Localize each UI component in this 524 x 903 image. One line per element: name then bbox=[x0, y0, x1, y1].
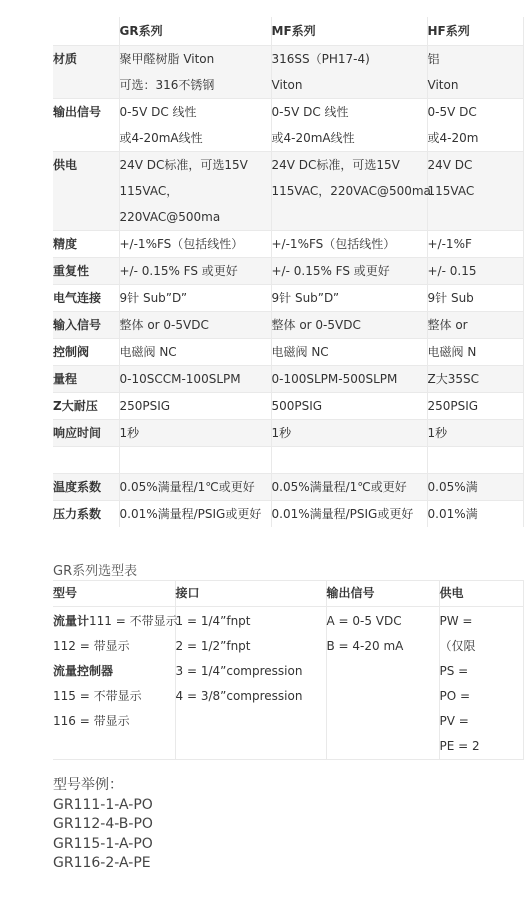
spec-cell-line: 0.05%满 bbox=[427, 480, 478, 494]
spec-table bbox=[53, 17, 524, 527]
selection-header-row bbox=[53, 581, 523, 607]
spec-cell bbox=[427, 339, 523, 366]
spec-row bbox=[53, 231, 523, 258]
spec-row-label-text: 温度系数 bbox=[53, 480, 102, 494]
spec-cell bbox=[119, 447, 271, 474]
port-option: 2 = 1/2”fnpt bbox=[175, 639, 251, 653]
spec-cell-line: 1秒 bbox=[271, 426, 292, 440]
spec-cell-line: 0.05%满量程/1℃或更好 bbox=[271, 480, 407, 494]
spec-header-row bbox=[53, 17, 523, 46]
output-option: A = 0-5 VDC bbox=[326, 614, 402, 628]
spec-cell-line bbox=[120, 447, 271, 473]
spec-cell-line: +/-1%FS（包括线性） bbox=[119, 237, 244, 251]
spec-row bbox=[53, 420, 523, 447]
spec-cell bbox=[427, 152, 523, 231]
spec-cell-line: 250PSIG bbox=[119, 399, 171, 413]
spec-cell-line: 0.01%满 bbox=[427, 507, 478, 521]
example-item: GR116-2-A-PE bbox=[53, 855, 151, 871]
spec-cell bbox=[271, 366, 427, 393]
spec-cell-line: 整体 or 0-5VDC bbox=[119, 318, 209, 332]
spec-cell bbox=[119, 312, 271, 339]
spec-row bbox=[53, 152, 523, 231]
spec-cell bbox=[271, 447, 427, 474]
spec-row bbox=[53, 99, 523, 152]
spec-cell-line bbox=[272, 447, 427, 473]
spec-header-gr: GR系列 bbox=[119, 17, 271, 46]
spec-header-mf: MF系列 bbox=[271, 17, 427, 46]
selection-header-power: 供电 bbox=[439, 581, 523, 607]
spec-cell-line: 聚甲醛树脂 Viton bbox=[119, 52, 215, 66]
spec-cell bbox=[271, 258, 427, 285]
examples-title: 型号举例： bbox=[53, 777, 123, 793]
spec-cell-line: 电磁阀 N bbox=[427, 345, 477, 359]
spec-cell bbox=[119, 152, 271, 231]
selection-table bbox=[53, 580, 524, 760]
spec-cell bbox=[119, 501, 271, 528]
spec-cell bbox=[427, 258, 523, 285]
spec-cell-line: 可选：316不锈钢 bbox=[119, 78, 215, 92]
spec-cell-line: 9针 Sub”D” bbox=[119, 291, 188, 305]
model-code-text: 115 = 不带显示 bbox=[53, 689, 142, 703]
model-code-text: 流量控制器 bbox=[53, 664, 114, 678]
spec-cell bbox=[427, 312, 523, 339]
spec-row-label-text: 响应时间 bbox=[53, 426, 102, 440]
spec-cell-line: 0-100SLPM-500SLPM bbox=[271, 372, 398, 386]
spec-cell-line: 0.05%满量程/1℃或更好 bbox=[119, 480, 255, 494]
spec-cell bbox=[119, 474, 271, 501]
spec-row-label bbox=[53, 312, 119, 339]
power-option: （仅限 bbox=[439, 639, 476, 653]
spec-row-label-text: 电气连接 bbox=[53, 291, 102, 305]
spec-cell-line: 24V DC标准，可选15V bbox=[271, 158, 400, 172]
spec-cell-line: 电磁阀 NC bbox=[271, 345, 329, 359]
spec-cell-line: 500PSIG bbox=[271, 399, 323, 413]
spec-cell-line: +/-1%FS（包括线性） bbox=[271, 237, 396, 251]
spec-cell-line: +/- 0.15 bbox=[427, 264, 477, 278]
spec-cell bbox=[271, 231, 427, 258]
spec-cell bbox=[271, 420, 427, 447]
spec-row-label bbox=[53, 258, 119, 285]
spec-cell-line: 0.01%满量程/PSIG或更好 bbox=[271, 507, 414, 521]
selection-table-caption: GR系列选型表 bbox=[53, 564, 138, 579]
spec-row-label-text: 材质 bbox=[53, 52, 78, 66]
output-option: B = 4-20 mA bbox=[326, 639, 404, 653]
spec-cell bbox=[427, 231, 523, 258]
model-code-text: 112 = 带显示 bbox=[53, 639, 130, 653]
spec-row-label bbox=[53, 46, 119, 99]
spec-cell-line: 或4-20mA线性 bbox=[271, 131, 355, 145]
spec-cell bbox=[427, 99, 523, 152]
selection-table-container bbox=[0, 580, 480, 760]
model-code-line bbox=[53, 684, 175, 709]
selection-col-model bbox=[53, 607, 178, 760]
spec-row-label-text: 重复性 bbox=[53, 264, 90, 278]
spec-row-label bbox=[53, 285, 119, 312]
spec-cell-line: 或4-20mA线性 bbox=[119, 131, 203, 145]
spec-cell bbox=[271, 393, 427, 420]
spec-row-label bbox=[53, 366, 119, 393]
spec-cell bbox=[271, 474, 427, 501]
spec-row bbox=[53, 258, 523, 285]
example-item: GR112-4-B-PO bbox=[53, 816, 153, 832]
spec-cell bbox=[119, 339, 271, 366]
spec-cell-line: +/-1%F bbox=[427, 237, 472, 251]
spec-row-label bbox=[53, 474, 119, 501]
spec-cell bbox=[271, 99, 427, 152]
spec-row-label-text: 供电 bbox=[53, 158, 78, 172]
spec-row-label-text: 量程 bbox=[53, 372, 78, 386]
spec-cell-line: Viton bbox=[427, 78, 459, 92]
spec-cell-line: +/- 0.15% FS 或更好 bbox=[271, 264, 390, 278]
spec-cell bbox=[427, 474, 523, 501]
port-option: 1 = 1/4”fnpt bbox=[175, 614, 251, 628]
spec-cell-line: 0-10SCCM-100SLPM bbox=[119, 372, 241, 386]
spec-cell bbox=[271, 339, 427, 366]
spec-cell bbox=[271, 312, 427, 339]
selection-col-power bbox=[439, 607, 523, 760]
spec-row-label bbox=[53, 231, 119, 258]
spec-cell-line: 电磁阀 NC bbox=[119, 345, 177, 359]
spec-cell-line: 0-5V DC 线性 bbox=[119, 105, 197, 119]
selection-header-model: 型号 bbox=[53, 581, 175, 607]
model-code-line bbox=[53, 634, 175, 659]
selection-body-row bbox=[53, 607, 523, 760]
spec-row-label bbox=[53, 447, 119, 474]
spec-row bbox=[53, 393, 523, 420]
spec-cell bbox=[119, 99, 271, 152]
spec-cell bbox=[119, 393, 271, 420]
spec-row bbox=[53, 366, 523, 393]
spec-cell-line: 整体 or bbox=[427, 318, 468, 332]
spec-row bbox=[53, 474, 523, 501]
spec-row bbox=[53, 501, 523, 528]
spec-row bbox=[53, 339, 523, 366]
spec-cell-line: 220VAC@500ma bbox=[119, 210, 221, 224]
spec-cell-line bbox=[428, 447, 523, 473]
spec-cell bbox=[119, 420, 271, 447]
spec-cell-line: 0-5V DC bbox=[427, 105, 477, 119]
spec-cell bbox=[271, 46, 427, 99]
example-item: GR115-1-A-PO bbox=[53, 835, 153, 852]
spec-row-label bbox=[53, 152, 119, 231]
spec-cell bbox=[427, 285, 523, 312]
spec-cell bbox=[119, 258, 271, 285]
spec-table-container bbox=[0, 17, 479, 527]
spec-cell bbox=[427, 46, 523, 99]
spec-row-label-text: 输出信号 bbox=[53, 105, 102, 119]
spec-cell-line: 9针 Sub”D” bbox=[271, 291, 340, 305]
example-item: GR111-1-A-PO bbox=[53, 796, 153, 813]
spec-cell-line: 0-5V DC 线性 bbox=[271, 105, 349, 119]
selection-col-output bbox=[326, 607, 439, 760]
port-option: 3 = 1/4”compression bbox=[175, 664, 303, 678]
spec-row-label bbox=[53, 339, 119, 366]
spec-header-hf: HF系列 bbox=[427, 17, 523, 46]
spec-row-label-text bbox=[53, 447, 119, 473]
spec-row-label bbox=[53, 501, 119, 528]
spec-cell bbox=[427, 501, 523, 528]
model-code-text: 116 = 带显示 bbox=[53, 714, 130, 728]
spec-row-label-text: Z大耐压 bbox=[53, 399, 98, 413]
model-code-line bbox=[53, 609, 178, 634]
selection-col-port bbox=[175, 607, 326, 760]
spec-row bbox=[53, 46, 523, 99]
spec-cell-line: 或4-20m bbox=[427, 131, 479, 145]
spec-cell-line: Viton bbox=[271, 78, 303, 92]
power-option: PE = 2 bbox=[439, 739, 480, 753]
spec-cell-line: 铝 bbox=[427, 52, 440, 66]
spec-row bbox=[53, 285, 523, 312]
spec-cell bbox=[427, 393, 523, 420]
spec-row-label bbox=[53, 99, 119, 152]
spec-row-label-text: 精度 bbox=[53, 237, 78, 251]
spec-cell-line: 24V DC bbox=[427, 158, 473, 172]
spec-cell bbox=[119, 231, 271, 258]
spec-cell-line: 1秒 bbox=[427, 426, 448, 440]
spec-cell-line: 0.01%满量程/PSIG或更好 bbox=[119, 507, 262, 521]
model-code-line bbox=[53, 709, 175, 734]
spec-cell-line: 24V DC标准，可选15V bbox=[119, 158, 248, 172]
spec-cell bbox=[271, 285, 427, 312]
power-option: PV = bbox=[439, 714, 469, 728]
spec-cell-line: 9针 Sub bbox=[427, 291, 474, 305]
spec-header-empty bbox=[53, 17, 119, 46]
spec-cell-line: +/- 0.15% FS 或更好 bbox=[119, 264, 238, 278]
spec-cell-line: 115VAC bbox=[427, 184, 475, 198]
spec-cell-line: 250PSIG bbox=[427, 399, 479, 413]
model-code-rest: 111 = 不带显示 bbox=[89, 614, 178, 628]
spec-cell-line: 1秒 bbox=[119, 426, 140, 440]
spec-cell bbox=[271, 152, 431, 231]
spec-cell bbox=[427, 366, 523, 393]
power-option: PO = bbox=[439, 689, 471, 703]
port-option: 4 = 3/8”compression bbox=[175, 689, 303, 703]
spec-row bbox=[53, 312, 523, 339]
spec-row-label bbox=[53, 420, 119, 447]
spec-cell bbox=[119, 46, 271, 99]
selection-header-port: 接口 bbox=[175, 581, 326, 607]
spec-cell-line: 115VAC， bbox=[119, 184, 179, 198]
model-code-line bbox=[53, 659, 175, 684]
power-option: PS = bbox=[439, 664, 469, 678]
spec-cell-line: Z大35SC bbox=[427, 372, 479, 386]
model-code-text: 流量计 bbox=[53, 614, 90, 628]
spec-row-label bbox=[53, 393, 119, 420]
spec-row bbox=[53, 447, 523, 474]
spec-row-label-text: 控制阀 bbox=[53, 345, 90, 359]
spec-cell-line: 115VAC，220VAC@500ma bbox=[271, 184, 431, 198]
spec-cell bbox=[271, 501, 427, 528]
spec-row-label-text: 压力系数 bbox=[53, 507, 102, 521]
spec-cell-line: 316SS（PH17-4) bbox=[271, 52, 370, 66]
selection-header-output: 输出信号 bbox=[326, 581, 439, 607]
spec-cell bbox=[427, 447, 523, 474]
spec-cell bbox=[427, 420, 523, 447]
spec-cell bbox=[119, 285, 271, 312]
spec-row-label-text: 输入信号 bbox=[53, 318, 102, 332]
spec-cell bbox=[119, 366, 271, 393]
power-option: PW = bbox=[439, 614, 473, 628]
spec-cell-line: 整体 or 0-5VDC bbox=[271, 318, 361, 332]
model-examples bbox=[53, 776, 153, 874]
